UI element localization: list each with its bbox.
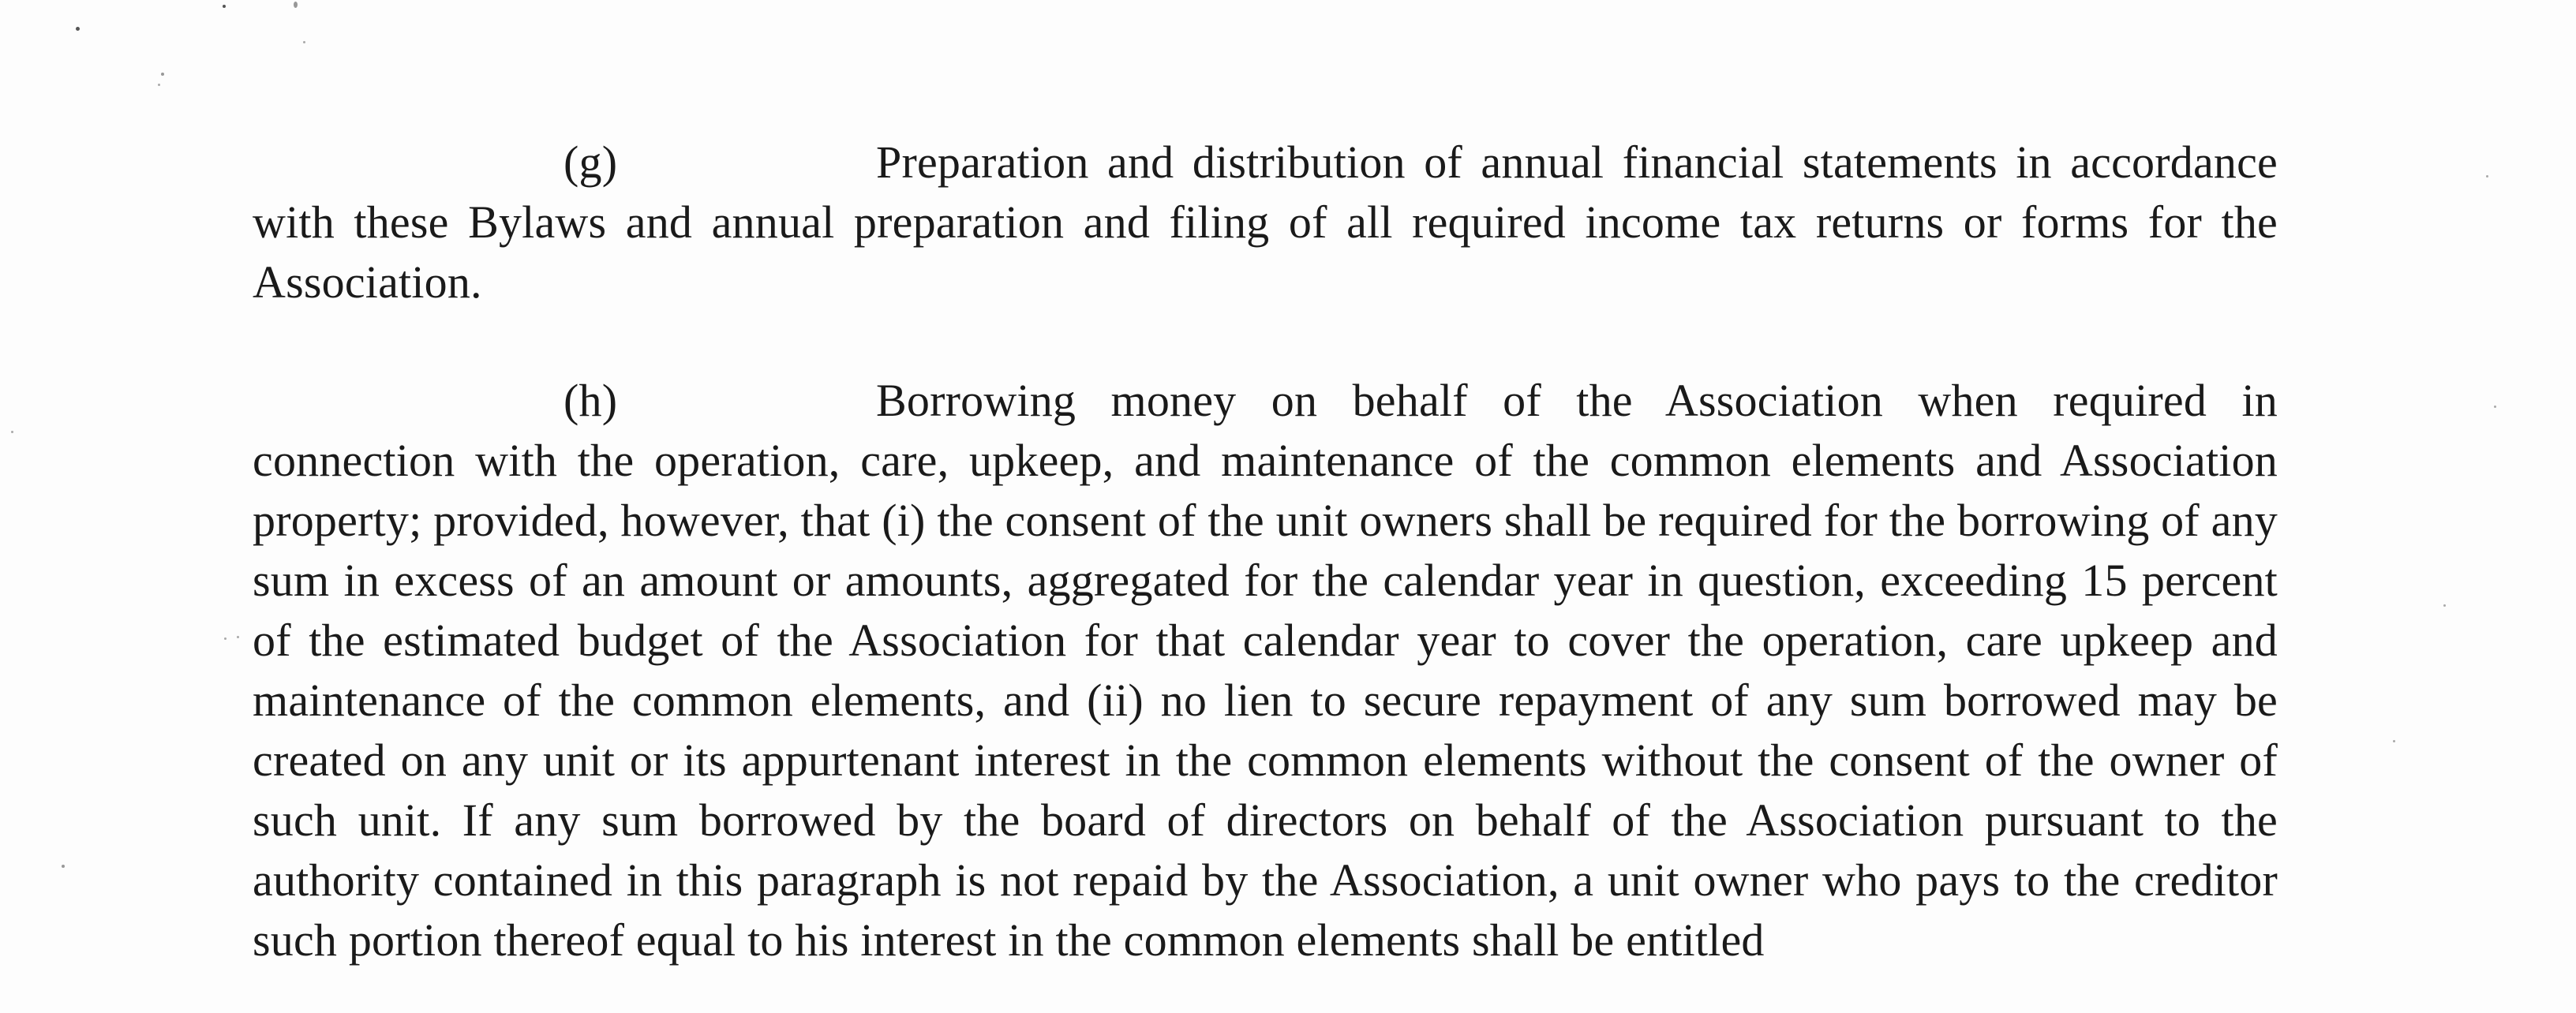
- scan-speck: [11, 431, 13, 433]
- paragraph-h-text: [253, 371, 2278, 970]
- scan-speck: [2494, 406, 2496, 408]
- paragraph-g-text: [253, 133, 2278, 312]
- paragraph-body: Borrowing money on behalf of the Association when required in connection with the operation, care, upkeep, and maintenance of the common elements and Association property; provided, however, that (i) the consent of the unit owners shall be required for the borrowing of any sum in excess of an amount or amounts, aggregated for the calendar year in question, exceeding 15 percent of the estimated budget of the Association for that calendar year to cover the operation, care upkeep and maintenance of the common elements, and (ii) no lien to secure repayment of any sum borrowed may be created on any unit or its appurtenant interest in the common elements without the consent of the owner of such unit. If any sum borrowed by the board of directors on behalf of the Association pursuant to the authority contained in this paragraph is not repaid by the Association, a unit owner who pays to the creditor such portion thereof equal to his interest in the common elements shall be entitled: [253, 375, 2278, 966]
- paragraph-body: Preparation and distribution of annual financial statements in accordance with these Bylaws and annual preparation and filing of all required income tax returns or forms for the Association.: [253, 136, 2278, 308]
- scan-speck: [237, 636, 239, 638]
- scan-speck: [62, 865, 65, 868]
- paragraph-h: [253, 371, 2278, 970]
- paragraph-g: [253, 133, 2278, 312]
- scan-speck: [161, 73, 164, 76]
- scan-speck: [76, 27, 80, 31]
- scan-speck: [224, 637, 227, 640]
- scan-speck: [303, 41, 305, 43]
- paragraph-label: (g): [564, 136, 618, 188]
- scan-speck: [2443, 604, 2446, 607]
- paragraph-label: (h): [564, 375, 618, 426]
- scan-speck: [223, 5, 226, 8]
- scan-speck: [158, 84, 160, 86]
- scan-speck: [2393, 740, 2395, 742]
- scan-speck: [294, 2, 298, 8]
- scan-speck: [2486, 175, 2488, 178]
